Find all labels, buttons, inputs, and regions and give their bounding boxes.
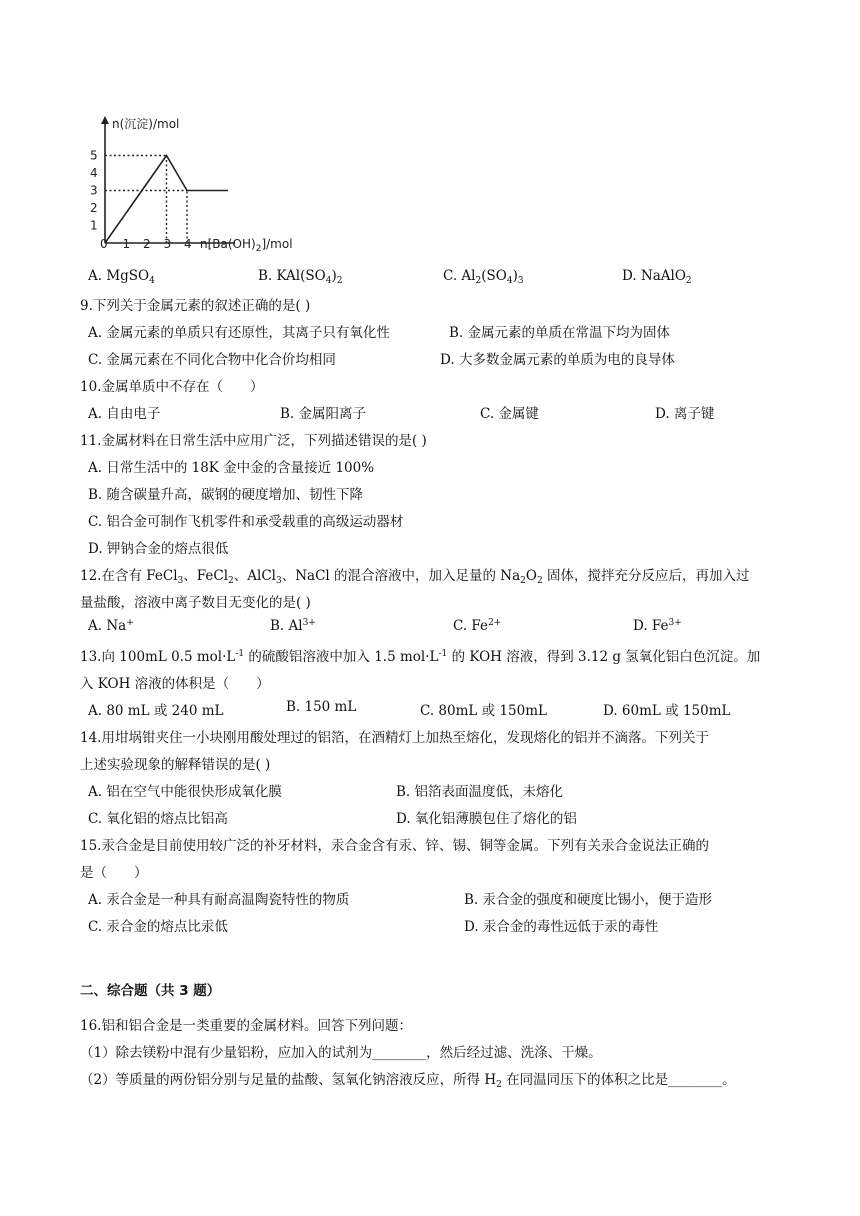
q9-option-d[interactable]: D. 大多数金属元素的单质为电的良导体 [440,352,675,368]
q14-option-b[interactable]: B. 铝箔表面温度低，未熔化 [396,784,564,800]
chart-x-tick-label: 1 [122,237,131,251]
q12-option-d[interactable]: D. $Fe^{3+}$ [633,618,682,634]
q10-option-a[interactable]: A. 自由电子 [88,406,161,422]
q8-option-c[interactable]: C. $Al_2(SO_4)_3$ [443,268,524,286]
q9-option-b[interactable]: B. 金属元素的单质在常温下均为固体 [449,325,671,341]
q11-option-a[interactable]: A. 日常生活中的 18K 金中金的含量接近 100% [88,460,375,476]
q8-option-b[interactable]: B. $KAl(SO_4)_2$ [258,268,343,286]
q15-option-d[interactable]: D. 汞合金的毒性远低于汞的毒性 [464,919,659,935]
q12-option-b[interactable]: B. $Al^{3+}$ [270,618,316,634]
q11-option-c[interactable]: C. 铝合金可制作飞机零件和承受载重的高级运动器材 [88,514,404,530]
q14-stem-line2: 上述实验现象的解释错误的是( ) [80,757,271,773]
q12-option-a[interactable]: A. Na+ [88,618,134,634]
q12-stem-line2: 量盐酸，溶液中离子数目无变化的是( ) [80,595,311,611]
q15-option-b[interactable]: B. 汞合金的强度和硬度比锡小，便于造形 [464,892,713,908]
q16-part1: （1）除去镁粉中混有少量铝粉，应加入的试剂为________，然后经过滤、洗涤、干燥。 [80,1045,602,1061]
chart-y-tick-label: 1 [90,218,98,233]
q15-option-c[interactable]: C. 汞合金的熔点比汞低 [88,919,228,935]
section-title-comprehensive: 二、综合题（共 3 题） [80,983,221,999]
q13-option-b[interactable]: B. 150 mL [286,699,357,715]
q11-option-d[interactable]: D. 钾钠合金的熔点很低 [88,541,229,557]
q9-stem: 9.下列关于金属元素的叙述正确的是( ) [80,298,311,314]
q10-option-c[interactable]: C. 金属键 [480,406,539,422]
q10-option-d[interactable]: D. 离子键 [655,406,715,422]
q14-option-c[interactable]: C. 氧化铝的熔点比铝高 [88,811,228,827]
q14-option-a[interactable]: A. 铝在空气中能很快形成氧化膜 [88,784,282,800]
q10-option-b[interactable]: B. 金属阳离子 [280,406,367,422]
q15-stem: 15.汞合金是目前使用较广泛的补牙材料，汞合金含有汞、锌、锡、铜等金属。下列有关汞合金说法正确的 [80,838,709,854]
chart-y-tick-label: 5 [90,148,98,163]
q8-option-d[interactable]: D. NaAlO$_2$ [622,268,692,286]
q8-option-a[interactable]: A. MgSO$_4$ [88,268,155,286]
chart-x-tick-label: 4 [184,237,192,251]
q16-part2: （2）等质量的两份铝分别与足量的盐酸、氢氧化钠溶液反应，所得 $H_2$ 在同温同压下的体积之比是________。 [80,1072,736,1090]
precipitate-chart [80,108,320,258]
q11-stem: 11.金属材料在日常生活中应用广泛，下列描述错误的是( ) [80,433,427,449]
q9-option-a[interactable]: A. 金属元素的单质只有还原性，其离子只有氧化性 [88,325,390,341]
q16-stem: 16.铝和铝合金是一类重要的金属材料。回答下列问题： [80,1018,412,1034]
chart-x-tick-label: 3 [163,237,172,251]
chart-y-tick-label: 2 [90,201,98,215]
q12-stem: 12.在含有 FeCl$_3$、FeCl$_2$、AlCl$_3$、NaCl 的混合溶液中，加入足量的 $Na_2O_2$ 固体，搅拌充分反应后，再加入过 [80,568,750,586]
q12-option-c[interactable]: C. $Fe^{2+}$ [453,618,502,634]
chart-origin-label: 0 [100,237,108,251]
q13-stem-line2: 入 KOH 溶液的体积是（ ） [80,676,270,692]
q14-option-d[interactable]: D. 氧化铝薄膜包住了熔化的铝 [396,811,577,827]
chart-xlabel: $n[Ba(OH)_2]$/mol [200,237,293,254]
q9-option-c[interactable]: C. 金属元素在不同化合物中化合价均相同 [88,352,336,368]
chart-ylabel: n(沉淀)/mol [112,117,180,131]
q13-option-c[interactable]: C. 80mL 或 150mL [420,703,547,719]
chart-y-tick-label: 3 [90,183,98,198]
q14-stem: 14.用坩埚钳夹住一小块刚用酸处理过的铝箔，在酒精灯上加热至熔化，发现熔化的铝并不滴落。下列关于 [80,730,709,746]
q13-option-d[interactable]: D. 60mL 或 150mL [603,703,731,719]
q11-option-b[interactable]: B. 随含碳量升高，碳钢的硬度增加、韧性下降 [88,487,364,503]
y-axis-arrow-icon [101,116,109,124]
chart-x-tick-label: 2 [143,237,151,251]
chart-y-tick-label: 4 [90,166,98,180]
q13-option-a[interactable]: A. 80 mL 或 240 mL [88,703,224,719]
chart-series-line-1 [105,156,228,244]
q15-stem-line2: 是（ ） [80,865,148,881]
q10-stem: 10.金属单质中不存在（ ） [80,379,264,395]
q13-stem: 13.向 100mL 0.5 $mol\cdot L^{-1}$ 的硫酸铝溶液中加入 1.5 $mol\cdot L^{-1}$ 的 KOH 溶液，得到 3.12 g 氢氧化铝白色沉淀。加 [80,649,761,665]
q15-option-a[interactable]: A. 汞合金是一种具有耐高温陶瓷特性的物质 [88,892,350,908]
